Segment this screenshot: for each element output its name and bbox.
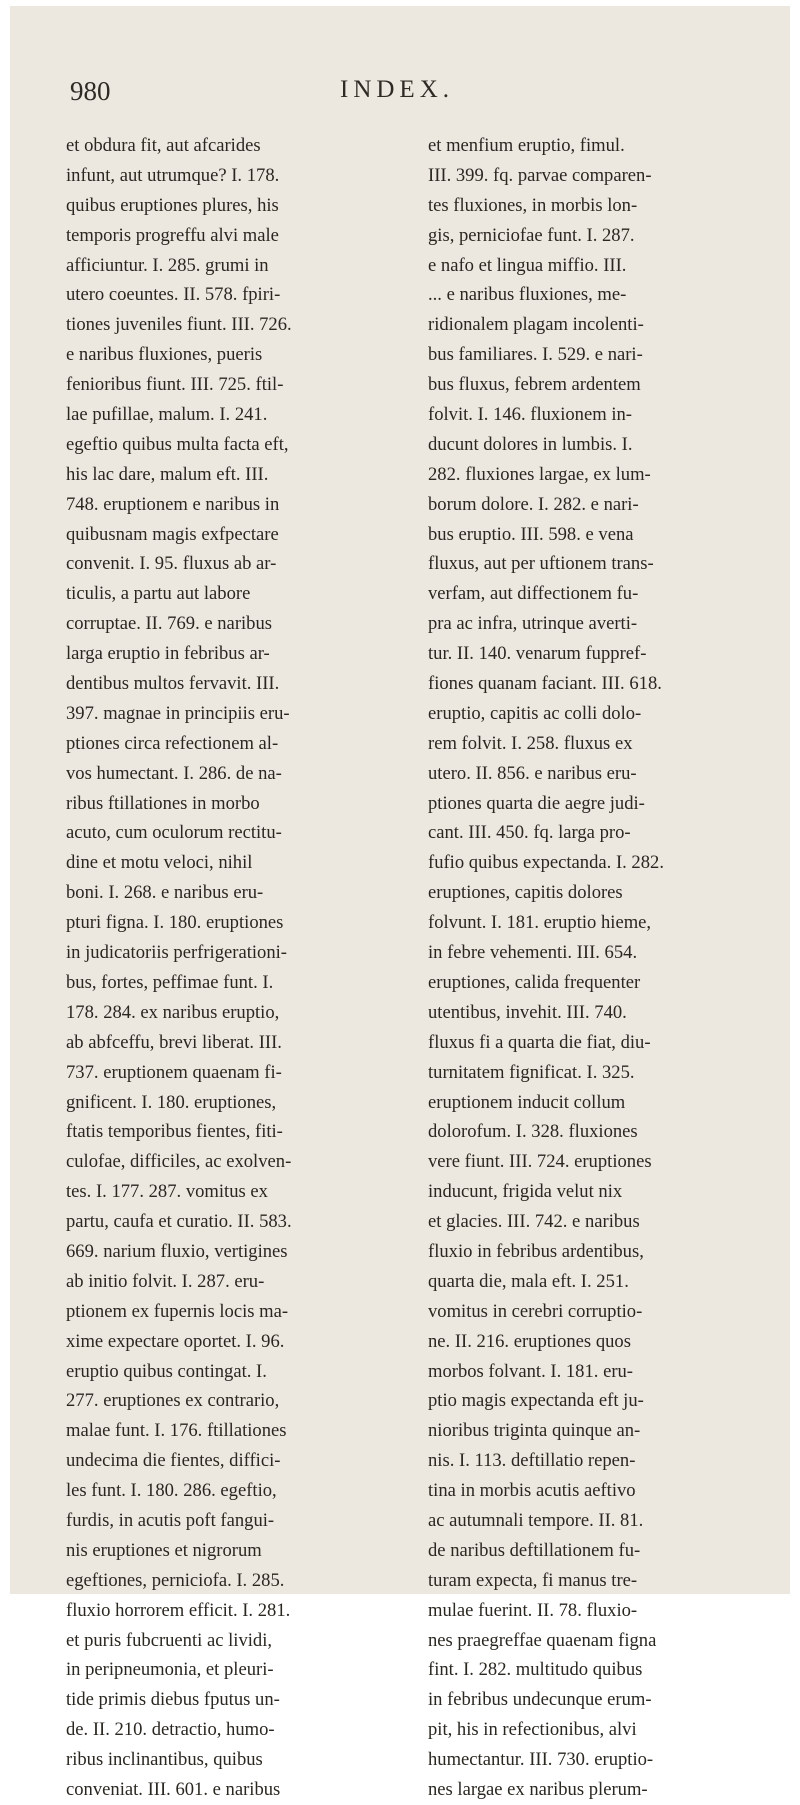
- text-line: ridionalem plagam incolenti-: [428, 314, 644, 336]
- text-line: eruptio quibus contingat. I.: [66, 1360, 267, 1382]
- text-line: vere fiunt. III. 724. eruptiones: [428, 1151, 652, 1173]
- text-line: eruptionem inducit collum: [428, 1091, 626, 1113]
- text-line: egeftio quibus multa facta eft,: [66, 433, 289, 455]
- text-line: ducunt dolores in lumbis. I.: [428, 433, 633, 455]
- text-line: de naribus deftillationem fu-: [428, 1539, 641, 1561]
- text-line: corruptae. II. 769. e naribus: [66, 613, 273, 635]
- text-line: eruptiones, capitis dolores: [428, 882, 623, 904]
- text-line: mulae fuerint. II. 78. fluxio-: [428, 1599, 638, 1621]
- text-line: partu, caufa et curatio. II. 583.: [66, 1211, 292, 1233]
- text-line: ptionem ex fupernis locis ma-: [66, 1300, 289, 1322]
- text-line: tina in morbis acutis aeftivo: [428, 1480, 636, 1502]
- right-column: [428, 131, 783, 1800]
- text-line: nioribus triginta quinque an-: [428, 1420, 641, 1442]
- text-line: morbos folvant. I. 181. eru-: [428, 1360, 634, 1382]
- book-page: [10, 6, 790, 1800]
- text-line: culofae, difficiles, ac exolven-: [66, 1151, 292, 1173]
- text-line: utentibus, invehit. III. 740.: [428, 1001, 627, 1023]
- text-line: rem folvit. I. 258. fluxus ex: [428, 732, 633, 754]
- text-line: infunt, aut utrumque? I. 178.: [66, 164, 280, 186]
- text-line: 178. 284. ex naribus eruptio,: [66, 1001, 280, 1023]
- text-line: fint. I. 282. multitudo quibus: [428, 1659, 643, 1681]
- text-line: fufio quibus expectanda. I. 282.: [428, 852, 664, 874]
- text-line: ac autumnali tempore. II. 81.: [428, 1509, 644, 1531]
- text-line: 748. eruptionem e naribus in: [66, 493, 280, 515]
- text-line: quibus eruptiones plures, his: [66, 194, 279, 216]
- text-line: 669. narium fluxio, vertigines: [66, 1240, 288, 1262]
- text-line: dentibus multos fervavit. III.: [66, 673, 280, 695]
- text-line: eruptiones, calida frequenter: [428, 971, 641, 993]
- text-line: tes. I. 177. 287. vomitus ex: [66, 1181, 268, 1203]
- text-line: eruptio, capitis ac colli dolo-: [428, 702, 642, 724]
- text-line: undecima die fientes, diffici-: [66, 1450, 281, 1472]
- text-line: ptio magis expectanda eft ju-: [428, 1390, 644, 1412]
- text-line: nis. I. 113. deftillatio repen-: [428, 1450, 636, 1472]
- text-line: acuto, cum oculorum rectitu-: [66, 822, 282, 844]
- text-line: dolorofum. I. 328. fluxiones: [428, 1121, 638, 1143]
- page-header: [10, 70, 790, 120]
- text-line: pturi figna. I. 180. eruptiones: [66, 912, 284, 934]
- text-line: ribus inclinantibus, quibus: [66, 1749, 263, 1771]
- text-line: et puris fubcruenti ac lividi,: [66, 1629, 273, 1651]
- text-line: convenit. I. 95. fluxus ab ar-: [66, 553, 277, 575]
- text-line: tide primis diebus fputus un-: [66, 1689, 280, 1711]
- text-line: quarta die, mala eft. I. 251.: [428, 1270, 629, 1292]
- text-line: tur. II. 140. venarum fuppref-: [428, 643, 647, 665]
- text-line: ptiones circa refectionem al-: [66, 732, 279, 754]
- text-line: ribus ftillationes in morbo: [66, 792, 260, 814]
- text-line: ... e naribus fluxiones, me-: [428, 284, 627, 306]
- text-line: 282. fluxiones largae, ex lum-: [428, 463, 651, 485]
- text-line: utero coeuntes. II. 578. fpiri-: [66, 284, 281, 306]
- text-line: fenioribus fiunt. III. 725. ftil-: [66, 374, 284, 396]
- text-line: dine et motu veloci, nihil: [66, 852, 253, 874]
- text-line: et menfium eruptio, fimul.: [428, 135, 625, 156]
- text-line: ne. II. 216. eruptiones quos: [428, 1330, 631, 1352]
- text-line: cant. III. 450. fq. larga pro-: [428, 822, 631, 844]
- text-line: lae pufillae, malum. I. 241.: [66, 404, 268, 426]
- text-line: ftatis temporibus fientes, fiti-: [66, 1121, 283, 1143]
- text-line: 277. eruptiones ex contrario,: [66, 1390, 280, 1412]
- page-title: INDEX.: [340, 76, 455, 103]
- text-line: bus familiares. I. 529. e nari-: [428, 344, 643, 366]
- text-line: ticulis, a partu aut labore: [66, 583, 251, 605]
- text-line: fluxus, aut per uftionem trans-: [428, 553, 654, 575]
- text-line: humectantur. III. 730. eruptio-: [428, 1749, 654, 1771]
- text-line: boni. I. 268. e naribus eru-: [66, 882, 264, 904]
- text-line: nes largae ex naribus plerum-: [428, 1778, 648, 1800]
- text-line: verfam, aut diffectionem fu-: [428, 583, 639, 605]
- text-line: et obdura fit, aut afcarides: [66, 135, 261, 156]
- text-line: tiones juveniles fiunt. III. 726.: [66, 314, 292, 336]
- text-line: ab abfceffu, brevi liberat. III.: [66, 1031, 282, 1053]
- text-line: turam expecta, fi manus tre-: [428, 1569, 638, 1591]
- text-line: bus, fortes, peffimae funt. I.: [66, 971, 274, 993]
- text-line: nis eruptiones et nigrorum: [66, 1539, 262, 1561]
- text-line: temporis progreffu alvi male: [66, 224, 279, 246]
- text-line: egeftiones, perniciofa. I. 285.: [66, 1569, 285, 1591]
- text-line: pit, his in refectionibus, alvi: [428, 1719, 637, 1741]
- text-line: les funt. I. 180. 286. egeftio,: [66, 1480, 277, 1502]
- text-line: in febribus undecunque erum-: [428, 1689, 652, 1711]
- text-line: malae funt. I. 176. ftillationes: [66, 1420, 287, 1442]
- text-line: bus eruptio. III. 598. e vena: [428, 523, 634, 545]
- text-line: borum dolore. I. 282. e nari-: [428, 493, 639, 515]
- text-line: 397. magnae in principiis eru-: [66, 702, 290, 724]
- text-line: inducunt, frigida velut nix: [428, 1181, 623, 1203]
- text-line: in judicatoriis perfrigerationi-: [66, 942, 287, 964]
- text-line: his lac dare, malum eft. III.: [66, 463, 269, 485]
- text-line: fluxio horrorem efficit. I. 281.: [66, 1599, 291, 1621]
- text-line: ptiones quarta die aegre judi-: [428, 792, 645, 814]
- text-line: vomitus in cerebri corruptio-: [428, 1300, 643, 1322]
- text-line: e nafo et lingua miffio. III.: [428, 254, 627, 276]
- page-number: 980: [70, 76, 111, 106]
- text-line: e naribus fluxiones, pueris: [66, 344, 263, 366]
- text-line: nes praegreffae quaenam figna: [428, 1629, 657, 1651]
- text-line: folvunt. I. 181. eruptio hieme,: [428, 912, 652, 934]
- text-line: conveniat. III. 601. e naribus: [66, 1778, 281, 1800]
- text-line: et glacies. III. 742. e naribus: [428, 1211, 640, 1233]
- text-line: ab initio folvit. I. 287. eru-: [66, 1270, 265, 1292]
- text-line: III. 399. fq. parvae comparen-: [428, 164, 652, 186]
- text-line: vos humectant. I. 286. de na-: [66, 762, 282, 784]
- text-line: tes fluxiones, in morbis lon-: [428, 194, 638, 216]
- text-line: quibusnam magis exfpectare: [66, 523, 279, 545]
- text-line: pra ac infra, utrinque averti-: [428, 613, 638, 635]
- text-line: fluxio in febribus ardentibus,: [428, 1240, 644, 1262]
- text-line: in febre vehementi. III. 654.: [428, 942, 638, 964]
- text-line: gnificent. I. 180. eruptiones,: [66, 1091, 277, 1113]
- text-line: utero. II. 856. e naribus eru-: [428, 762, 637, 784]
- text-line: in peripneumonia, et pleuri-: [66, 1659, 274, 1681]
- left-column: [66, 131, 411, 1800]
- text-line: 737. eruptionem quaenam fi-: [66, 1061, 282, 1083]
- text-line: fiones quanam faciant. III. 618.: [428, 673, 662, 695]
- text-line: xime expectare oportet. I. 96.: [66, 1330, 285, 1352]
- text-line: bus fluxus, febrem ardentem: [428, 374, 641, 396]
- text-line: folvit. I. 146. fluxionem in-: [428, 404, 632, 426]
- text-line: larga eruptio in febribus ar-: [66, 643, 270, 665]
- text-line: afficiuntur. I. 285. grumi in: [66, 254, 269, 276]
- text-line: turnitatem fignificat. I. 325.: [428, 1061, 635, 1083]
- text-line: fluxus fi a quarta die fiat, diu-: [428, 1031, 651, 1053]
- text-line: gis, perniciofae funt. I. 287.: [428, 224, 635, 246]
- text-line: de. II. 210. detractio, humo-: [66, 1719, 275, 1741]
- text-line: furdis, in acutis poft fangui-: [66, 1509, 275, 1531]
